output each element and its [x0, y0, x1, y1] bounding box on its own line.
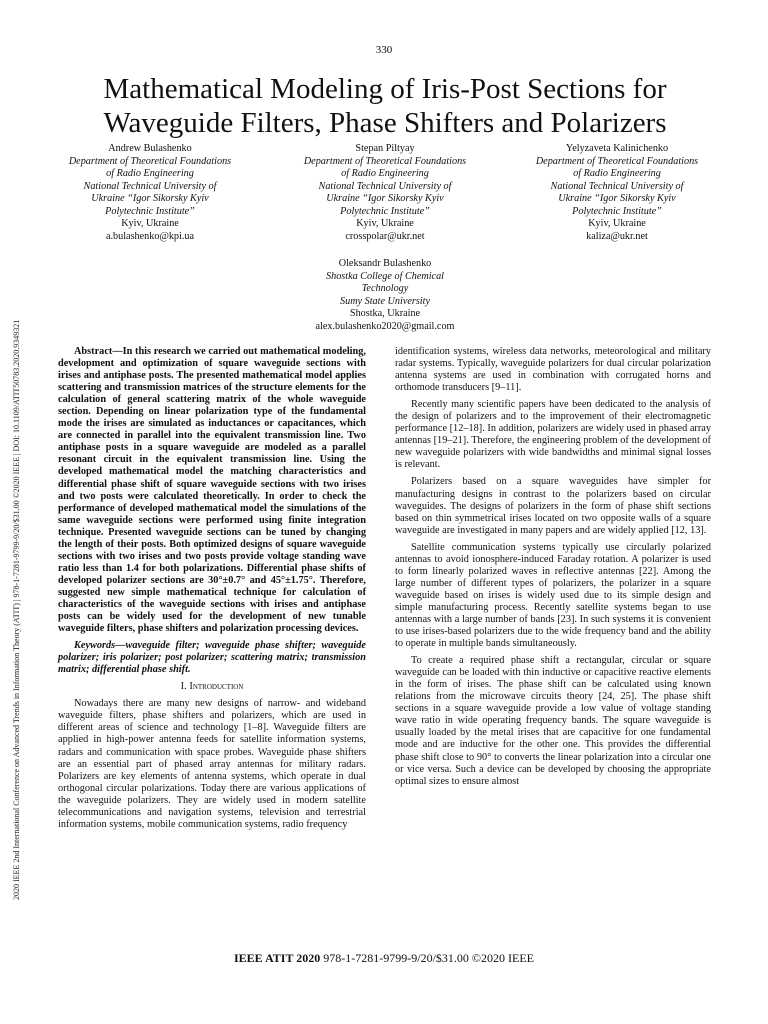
body-paragraph: Satellite communication systems typically use circularly polarized antennas to avoid ionosphere-induced Faraday rotation. A polarizer is used to form linearly polarized waves in reflective antennas [22]. Among the large number of different types of polarizers, the polarizer in a square waveguide based on irises is widely used due to its simple design and simple manufacturing process. Recently satellite systems began to use antennas with a large number of bands [23]. In such systems it is convenient to use irises-based polarizers due to the wide frequency band and the ability to operate in multiple bands simultaneously.	[395, 541, 711, 650]
author-affiliation: of Radio Engineering	[573, 168, 661, 179]
author-affiliation: Sumy State University	[340, 295, 430, 307]
body-paragraph: Polarizers based on a square waveguides have simpler for manufacturing designs in contrast to the polarizers based on circular waveguides. The designs of polarizers in the form of phase shift sections based on thin symmetrical irises located on two opposite walls of a square waveguide are investigated in many papers and are widely applied [12, 13].	[395, 476, 711, 536]
author-affiliation: National Technical University of	[83, 180, 217, 192]
author-affiliation: Ukraine “Igor Sikorsky Kyiv	[91, 193, 209, 204]
body-paragraph: identification systems, wireless data networks, meteorological and military radar systems. Typically, waveguide polarizers for dual circular polarization antenna systems are used in combination with corrugated horns and orthomode transducers [9–11].	[395, 346, 711, 394]
author-block-1	[45, 143, 255, 243]
author-affiliation: Ukraine “Igor Sikorsky Kyiv	[558, 193, 676, 204]
author-affiliation: of Radio Engineering	[341, 168, 429, 179]
left-column	[58, 346, 366, 836]
author-affiliation: National Technical University of	[318, 180, 452, 192]
author-city: Kyiv, Ukraine	[588, 218, 646, 229]
author-affiliation: Department of Theoretical Foundations	[68, 155, 232, 167]
right-column	[395, 346, 711, 793]
author-name: Yelyzaveta Kalinichenko	[565, 143, 669, 154]
author-affiliation: Polytechnic Institute”	[105, 205, 195, 217]
footer-copyright: 978-1-7281-9799-9/20/$31.00 ©2020 IEEE	[320, 951, 535, 965]
author-name: Andrew Bulashenko	[108, 143, 192, 154]
footer-conference: IEEE ATIT 2020	[233, 951, 321, 965]
author-email: kaliza@ukr.net	[586, 230, 648, 242]
section-heading-introduction: I. Introduction	[180, 681, 244, 693]
page-number: 330	[375, 44, 393, 56]
author-affiliation: Department of Theoretical Foundations	[535, 155, 699, 167]
author-name: Stepan Piltyay	[355, 143, 415, 154]
author-affiliation: Department of Theoretical Foundations	[303, 155, 467, 167]
author-affiliation: National Technical University of	[550, 180, 684, 192]
author-block-2	[280, 143, 490, 243]
author-email: alex.bulashenko2020@gmail.com	[315, 320, 455, 332]
author-city: Kyiv, Ukraine	[121, 218, 179, 229]
author-block-4	[280, 258, 490, 333]
abstract: Abstract—In this research we carried out mathematical modeling, development and optimization of square waveguide sections with irises and antiphase posts. The presented mathematical model applies scattering and transmission matrices of the structure elements for the calculation of general scattering matrix of the whole waveguide section. Depending on linear polarization type of the fundamental mode the irises are simulated as inductances or capacitances, which are connected in parallel into the equivalent transmission line. Two antiphase posts in a square waveguide are modeled as a parallel resonant circuit in the equivalent transmission line. Using the developed mathematical model the matching characteristics and differential phase shift of square waveguide sections with two irises and two posts were calculated theoretically. In order to check the performance of developed mathematical model the simulations of the same waveguide sections were performed using finite integration technique. Presented waveguide sections can be tuned by changing the length of their posts. Both optimized designs of square waveguide sections with two irises and two posts provide voltage standing wave ratio less than 1.4 for both polarizations. Differential phase shifts of developed polarizer sections are 30°±0.7° and 45°±1.75°. Therefore, suggested new simple mathematical technique for calculation of characteristics of the waveguide sections with irises and antiphase posts can be widely used for the development of new tunable waveguide filters, phase shifters and polarization processing devices.	[58, 346, 366, 635]
author-email: crosspolar@ukr.net	[345, 230, 425, 242]
author-email: a.bulashenko@kpi.ua	[105, 230, 195, 242]
author-affiliation: Technology	[361, 283, 409, 294]
author-affiliation: Polytechnic Institute”	[340, 205, 430, 217]
author-affiliation: of Radio Engineering	[106, 168, 194, 179]
page-footer	[0, 951, 768, 966]
body-paragraph: To create a required phase shift a rectangular, circular or square waveguide can be loaded with thin inductive or capacitive reactive elements in the form of irises. The phase shift can be calculated using known relations from the microwave circuits theory [24, 25]. The phase shift sections in a square waveguide provide a low value of voltage standing wave ratio in wide operating frequency bands. The square waveguide is usually loaded by the metal irises that are capacitive for one fundamental mode and are inductive for the other one. This provides the differential phase shift close to 90° to converts the linear polarization into a circular one or vice versa. Such a device can be developed by choosing the appropriate optimal sizes to ensure almost	[395, 655, 711, 787]
author-affiliation: Polytechnic Institute”	[572, 205, 662, 217]
body-paragraph: Recently many scientific papers have been dedicated to the analysis of the design of polarizers and to the improvement of their electromagnetic performance [12–18]. In addition, polarizers are widely used in phased array antennas [19–21]. Therefore, the engineering problem of the development of new waveguide polarizers with wide bandwidths and minimal signal losses is relevant.	[395, 399, 711, 471]
author-city: Shostka, Ukraine	[349, 308, 421, 319]
paper-title: Mathematical Modeling of Iris-Post Sections for Waveguide Filters, Phase Shifters and Polarizers	[103, 73, 667, 139]
keywords: Keywords—waveguide filter; waveguide phase shifter; waveguide polarizer; iris polarizer; post polarizer; scattering matrix; transmission matrix; differential phase shift.	[58, 640, 366, 676]
author-name: Oleksandr Bulashenko	[338, 258, 432, 269]
doi-side-note: 2020 IEEE 2nd International Conference on Advanced Trends in Information Theory (ATIT) | 978-1-7281-9799-9/20/$31.00 ©2020 IEEE | DOI: 10.1109/ATIT50783.2020.9349321	[12, 319, 21, 900]
intro-paragraph: Nowadays there are many new designs of narrow- and wideband waveguide filters, phase shifters and polarizers, which are used in different areas of science and technology [1–8]. Waveguide filters are applied in high-power antenna feeds for satellite information systems, radars and communication with space probes. Waveguide phase shifters are an essential part of phased array antennas for military radars. Polarizers are key elements of antenna systems, which operate in dual orthogonal circular polarizations. Today there are various applications of the waveguide polarizers. They are widely used in modern satellite telecommunications and navigation systems, television and terrestrial information systems, mobile communication systems, radio frequency	[58, 698, 366, 830]
author-city: Kyiv, Ukraine	[356, 218, 414, 229]
author-affiliation: Ukraine “Igor Sikorsky Kyiv	[326, 193, 444, 204]
author-block-3	[512, 143, 722, 243]
author-affiliation: Shostka College of Chemical	[326, 270, 444, 282]
